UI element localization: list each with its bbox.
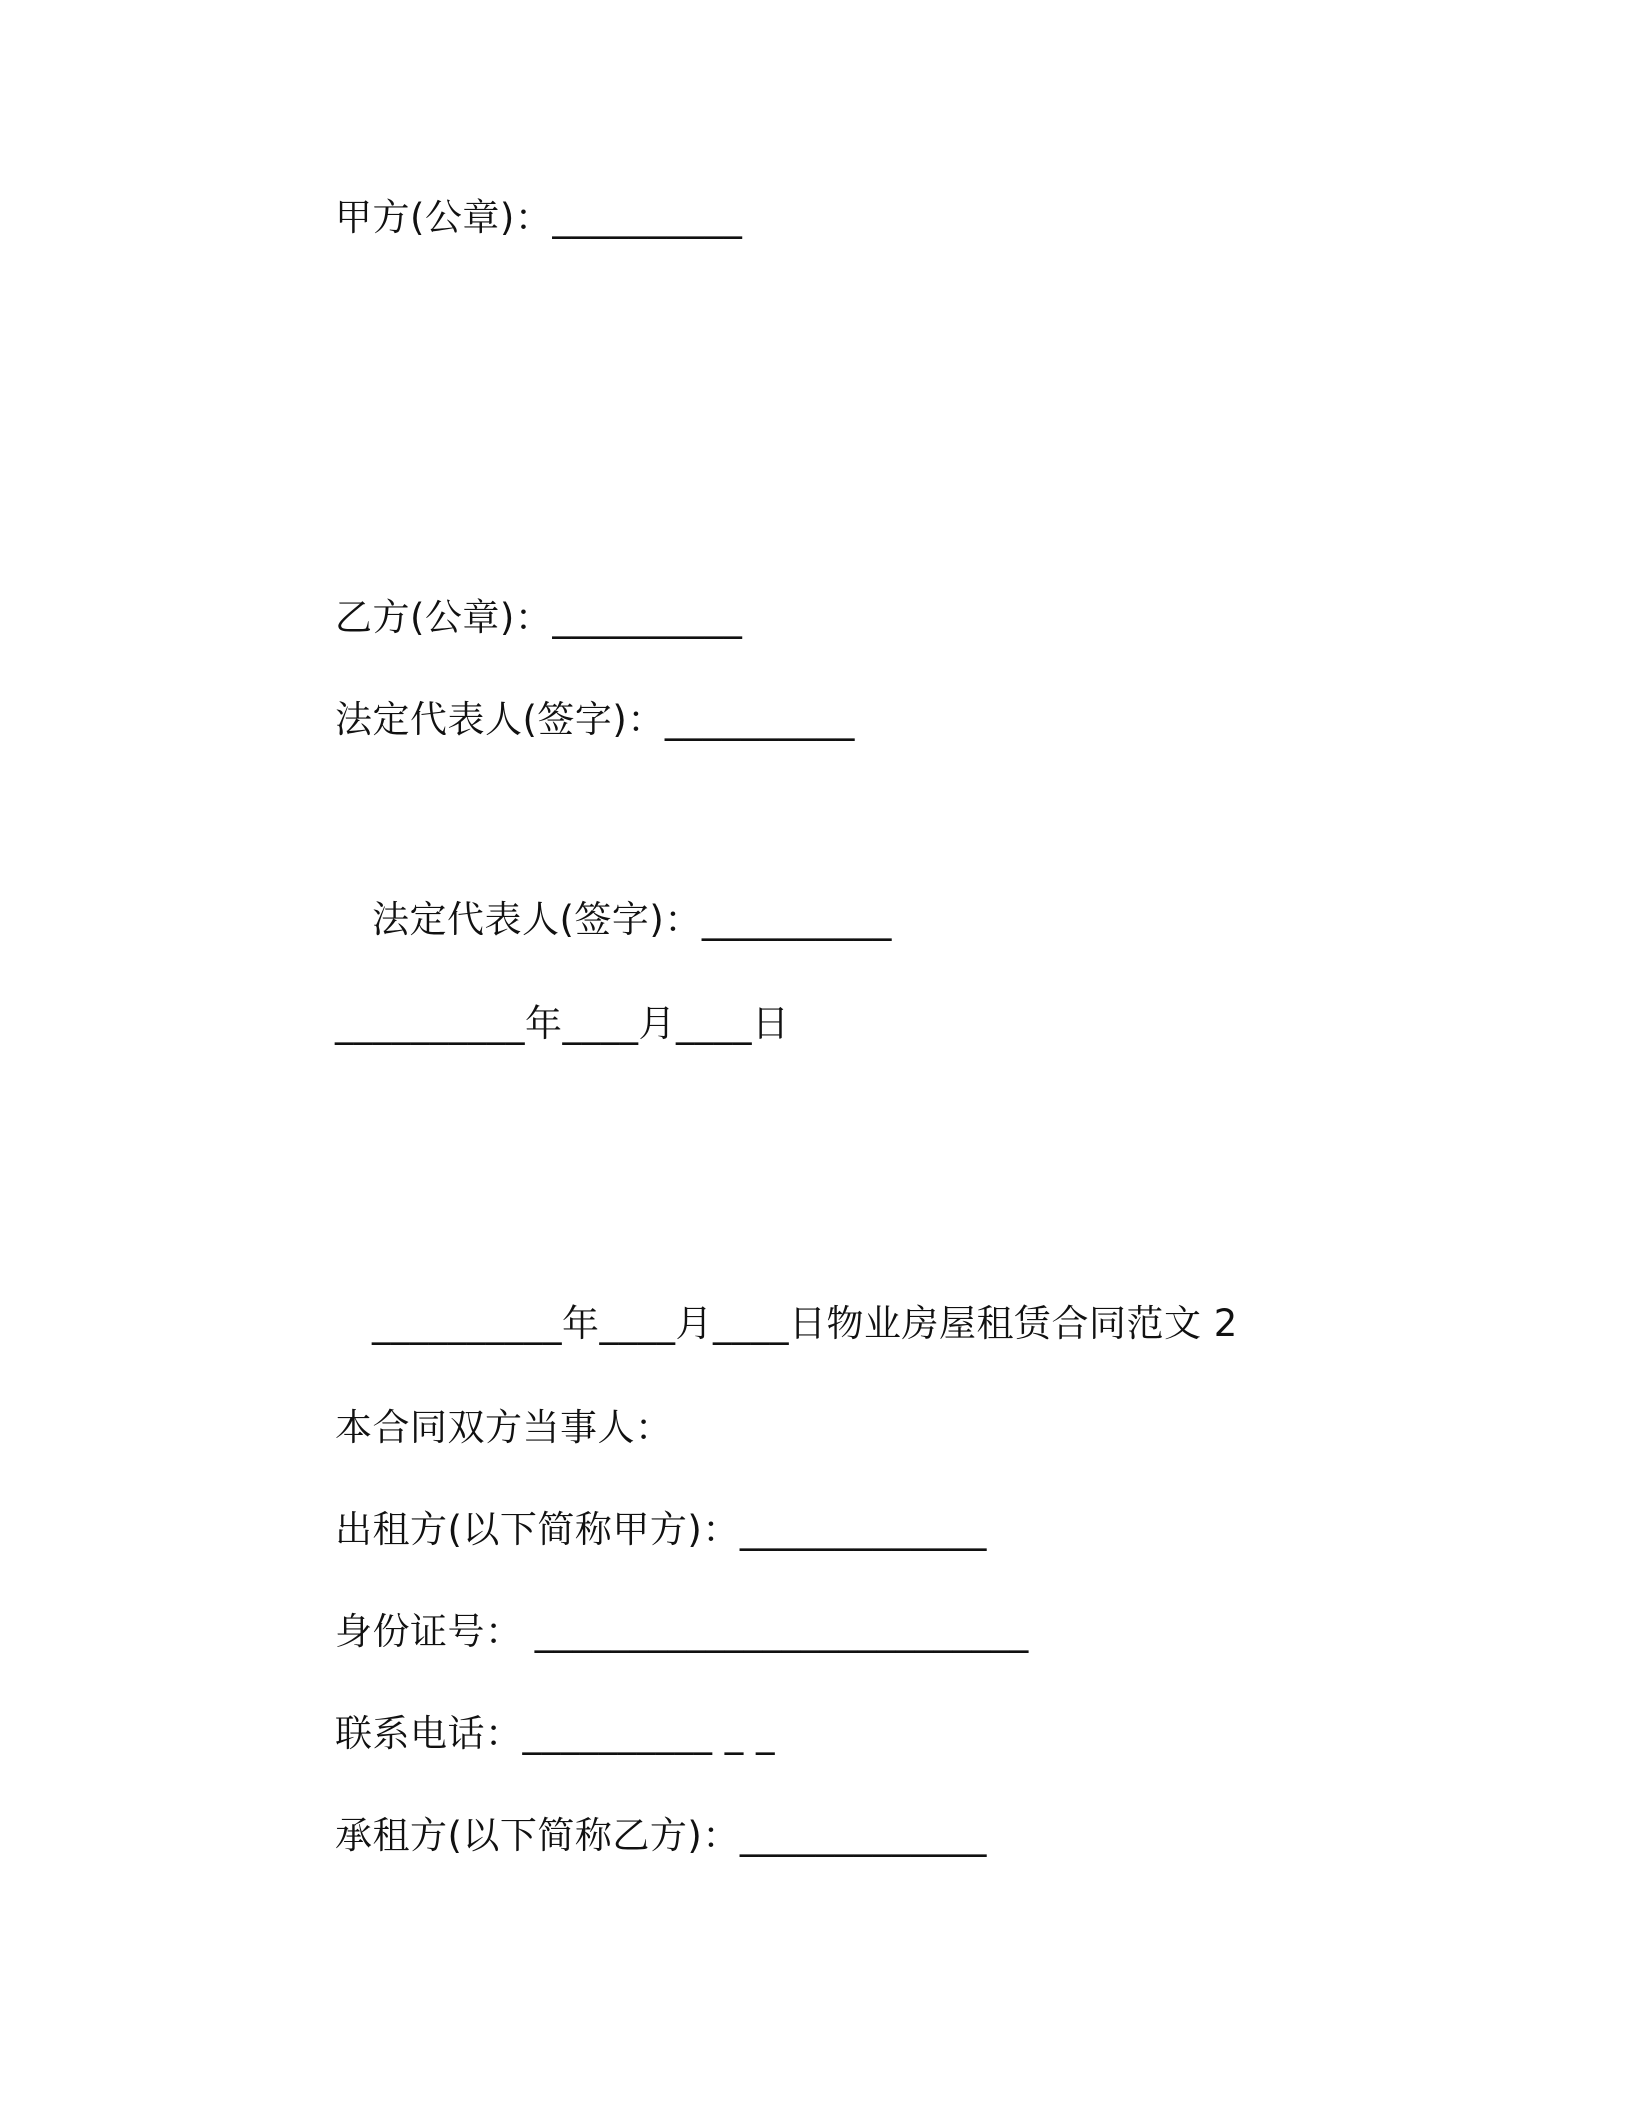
party-b-seal-line: 乙方(公章)：__________: [335, 596, 743, 639]
parties-heading: 本合同双方当事人：: [335, 1406, 673, 1449]
id-number-line: 身份证号： __________________________: [335, 1610, 1029, 1653]
phone-number-line: 联系电话：__________ _ _: [335, 1712, 776, 1755]
party-a-seal-line: 甲方(公章)：__________: [335, 196, 743, 239]
legal-representative-signature-line-indented: 法定代表人(签字)：__________: [372, 898, 892, 941]
legal-representative-signature-line: 法定代表人(签字)：__________: [335, 698, 855, 741]
lessor-line: 出租方(以下简称甲方)：_____________: [335, 1508, 987, 1551]
date-line: __________年____月____日: [335, 1002, 790, 1045]
contract-title-line: __________年____月____日物业房屋租赁合同范文 2: [372, 1302, 1238, 1345]
lessee-line: 承租方(以下简称乙方)：_____________: [335, 1814, 987, 1857]
